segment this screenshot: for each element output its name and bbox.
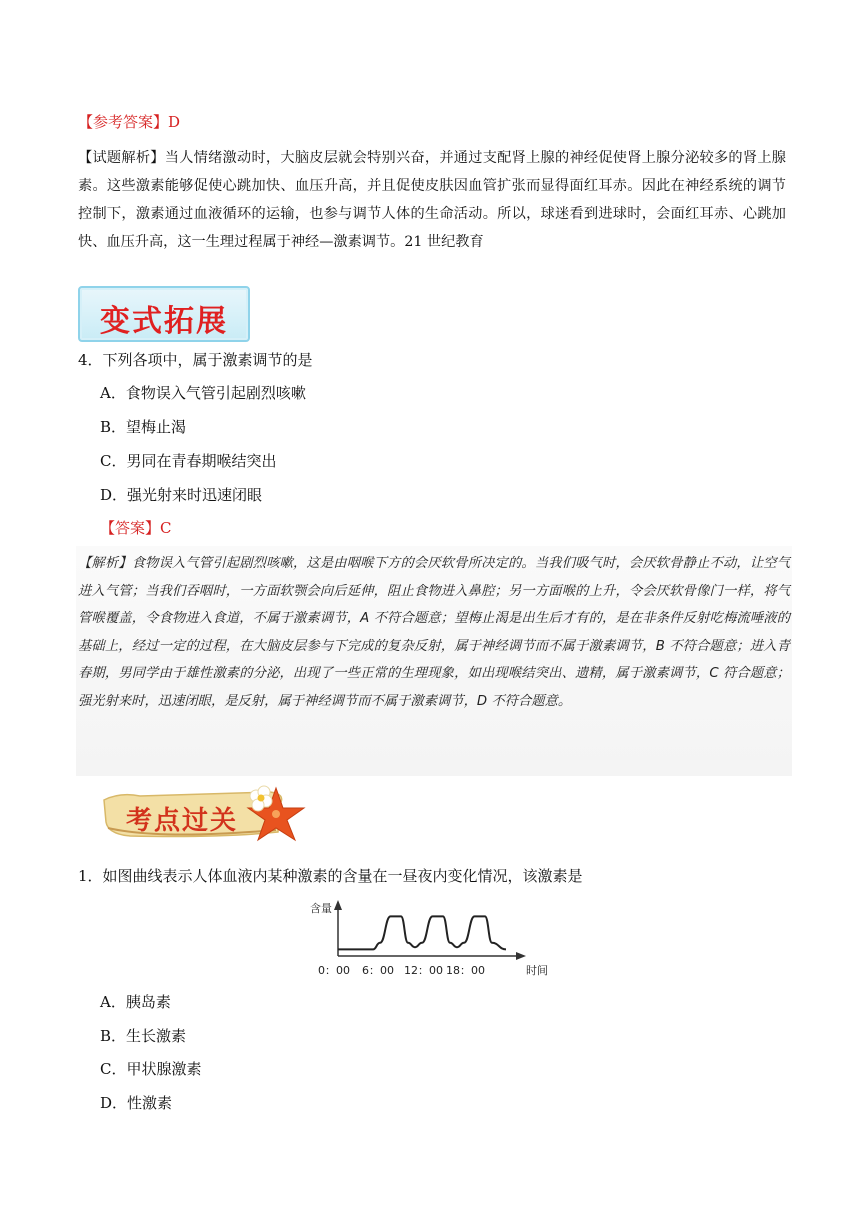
question4-stem: 4．下列各项中，属于激素调节的是 [78,351,313,369]
hormone-curve-svg [306,898,552,978]
question4-option-b: B．望梅止渴 [100,418,187,436]
x-tick-label: 12：00 [404,964,443,977]
question1-option-c: C．甲状腺激素 [100,1060,202,1078]
question4-answer-label: 【答案】 [100,519,161,537]
x-axis-label: 时间 [526,964,548,977]
question1-option-a: A．胰岛素 [100,993,171,1011]
x-tick-label: 6：00 [362,964,394,977]
question4-option-c: C．男同在青春期喉结突出 [100,452,277,470]
analysis-label: 【试题解析】 [78,150,165,166]
analysis-text: 当人情绪激动时，大脑皮层就会特别兴奋，并通过支配肾上腺的神经促使肾上腺分泌较多的肾上腺素。这些激素能够促使心跳加快、血压升高，并且促使皮肤因血管扩张而显得面红耳赤。因此在神经系统的调节控制下，激素通过血液循环的运输，也参与调节人体的生命活动。所以，球迷看到进球时，会面红耳赤、心跳加快、血压升高，这一生理过程属于神经—激素调节。21 世纪教育 [78,150,786,250]
ref-answer-value: D [168,113,181,131]
variant-banner-text: 变式拓展 [100,304,228,339]
hormone-curve-line [338,916,506,949]
x-tick-label: 18：00 [446,964,485,977]
ref-answer-label: 【参考答案】 [78,113,169,131]
checkpoint-banner-text: 考点过关 [126,806,239,836]
y-axis-label: 含量 [310,902,332,915]
question4-option-d: D．强光射来时迅速闭眼 [100,486,263,504]
y-axis-arrow [334,900,342,910]
x-axis-arrow [516,952,526,960]
analysis-paragraph [78,144,786,256]
question1-option-d: D．性激素 [100,1094,173,1112]
question1-option-b: B．生长激素 [100,1027,187,1045]
question4-analysis-text: 【解析】食物误入气管引起剧烈咳嗽，这是由咽喉下方的会厌软骨所决定的。当我们吸气时，会厌软骨静止不动，让空气进入气管；当我们吞咽时，一方面软颚会向后延伸，阻止食物进入鼻腔；另一方面喉的上升，令会厌软骨像门一样，将气管喉覆盖，令食物进入食道，不属于激素调节，A 不符合题意；望梅止渴是出生后才有的，是在非条件反射吃梅流唾液的基础上，经过一定的过程，在大脑皮层参与下完成的复杂反射，属于神经调节而不属于激素调节，B 不符合题意；进入青春期，男同学由于雄性激素的分泌，出现了一些正常的生理现象，如出现喉结突出、遗精，属于激素调节，C 符合题意；强光射来时，迅速闭眼，是反射，属于神经调节而不属于激素调节，D 不符合题意。 [78,556,790,709]
ref-answer-line [78,112,786,132]
question1-stem: 1．如图曲线表示人体血液内某种激素的含量在一昼夜内变化情况，该激素是 [78,867,583,885]
question4-answer-line [100,518,172,538]
hormone-curve-chart [306,898,552,978]
question4-option-a: A．食物误入气管引起剧烈咳嗽 [100,384,306,402]
variant-banner [78,286,250,342]
question4-analysis-image [76,546,792,776]
question4-answer-value: C [160,519,172,537]
checkpoint-banner [100,782,316,846]
x-tick-label: 0：00 [318,964,350,977]
